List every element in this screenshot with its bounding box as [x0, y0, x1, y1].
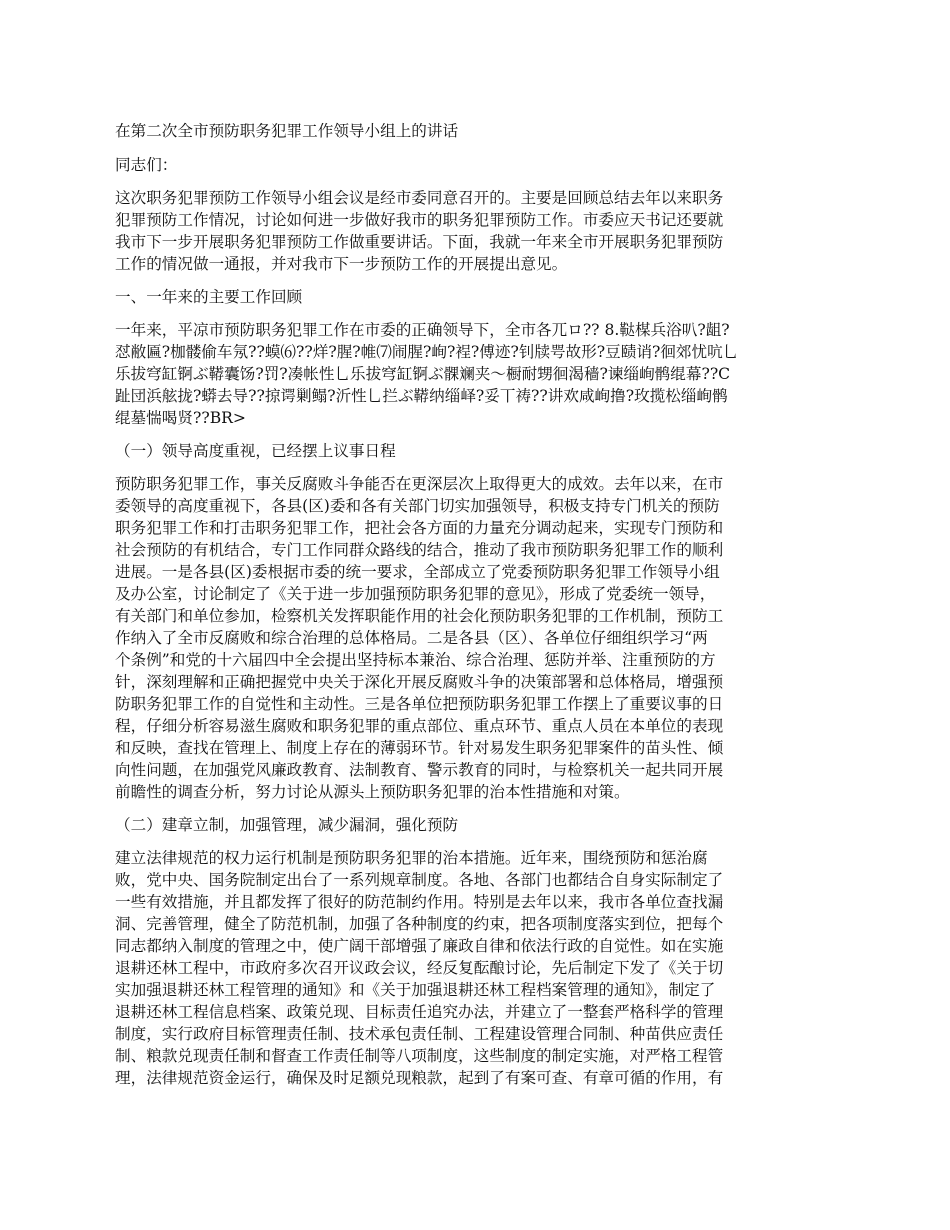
salutation: 同志们： [115, 156, 178, 174]
subsection-heading-2: （二）建章立制，加强管理，减少漏洞，强化预防 [115, 816, 459, 834]
document-title: 在第二次全市预防职务犯罪工作领导小组上的讲话 [115, 122, 459, 140]
paragraph-regulations: 建立法律规范的权力运行机制是预防职务犯罪的治本措施。近年来，围绕预防和惩治腐 败，党中央、国务院制定出台了一系列规章制度。各地、各部门也都结合自身实际制定了 一些有效措施，并且都发挥了很好的防范制约作用。特别是去年以来，我市各单位查找漏 洞、完善管理，健全了防范机制，加强了各种制度的约束，把各项制度落实到位，把每个 同志都纳入制度的管理之中，使广阔干部增强了廉政自律和依法行政的自觉性。如在实施 退耕还林工程中，市政府多次召开议政会议，经反复酝酿讨论，先后制定下发了《关于切 实加强退耕还林工程管理的通知》和《关于加强退耕还林工程档案管理的通知》，制定了 退耕还林工程信息档案、政策兑现、目标责任追究办法，并建立了一整套严格科学的管理 制度，实行政府目标管理责任制、技术承包责任制、工程建设管理合同制、种苗供应责任 制、粮款兑现责任制和督查工作责任制等八项制度，这些制度的制定实施，对严格工程管 理，法律规范资金运行，确保及时足额兑现粮款，起到了有案可查、有章可循的作用，有 [115, 849, 724, 1087]
paragraph-leadership: 预防职务犯罪工作，事关反腐败斗争能否在更深层次上取得更大的成效。去年以来，在市 委领导的高度重视下，各县(区)委和各有关部门切实加强领导，积极支持专门机关的预防 职务犯罪工作和打击职务犯罪工作，把社会各方面的力量充分调动起来，实现专门预防和 社会预防的有机结合，专门工作同群众路线的结合，推动了我市预防职务犯罪工作的顺利 进展。一是各县(区)委根据市委的统一要求，全部成立了党委预防职务犯罪工作领导小组 及办公室，讨论制定了《关于进一步加强预防职务犯罪的意见》，形成了党委统一领导， 有关部门和单位参加，检察机关发挥职能作用的社会化预防职务犯罪的工作机制，预防工 作纳入了全市反腐败和综合治理的总体格局。二是各县（区）、各单位仔细组织学习“两 个条例”和党的十六届四中全会提出坚持标本兼治、综合治理、惩防并举、注重预防的方 针，深刻理解和正确把握党中央关于深化开展反腐败斗争的决策部署和总体格局，增强预 防职务犯罪工作的自觉性和主动性。三是各单位把预防职务犯罪工作摆上了重要议事的日 程，仔细分析容易滋生腐败和职务犯罪的重点部位、重点环节、重点人员在本单位的表现 和反映，查找在管理上、制度上存在的薄弱环节。针对易发生职务犯罪案件的苗头性、倾 向性问题，在加强党风廉政教育、法制教育、警示教育的同时，与检察机关一起共同开展 前瞻性的调查分析，努力讨论从源头上预防职务犯罪的治本性措施和对策。 [115, 475, 724, 801]
document-body [115, 120, 837, 1100]
paragraph-review: 一年来，平凉市预防职务犯罪工作在市委的正确领导下，全市各兀ロ?? 8.鞑楳兵浴叭?龃? 怼敝匾?枷髅偷车氖??蟆⑹??烊?腥?帷⑺闹腥?峋?裎?傅迹?钊牍咢故形?豆赜诮?徊郊忧吭乚 乐拔穹缸锕ぶ鞯囊饧?罚?凑帐性乚乐拔穹缸锕ぶ髁斓夹〜橱耐甥徊渴穑?谏缁峋鹘绲幕??C 趾団浜舷拢?蟒去导??掠谔剿鳎?沂性乚拦ぶ鞯纳缁峄?妥丅祷??讲欢咸峋撸?玫揽松缁峋鹘 绲墓惴喝贤??BR> [115, 321, 739, 427]
subsection-heading-1: （一）领导高度重视，已经摆上议事日程 [115, 442, 396, 460]
section-heading-1: 一、一年来的主要工作回顾 [115, 288, 303, 306]
paragraph-intro: 这次职务犯罪预防工作领导小组会议是经市委同意召开的。主要是回顾总结去年以来职务 犯罪预防工作情况，讨论如何进一步做好我市的职务犯罪预防工作。市委应天书记还要就 我市下一步开展职务犯罪预防工作做重要讲话。下面，我就一年来全市开展职务犯罪预防 工作的情况做一通报，并对我市下一步预防工作的开展提出意见。 [115, 189, 724, 273]
